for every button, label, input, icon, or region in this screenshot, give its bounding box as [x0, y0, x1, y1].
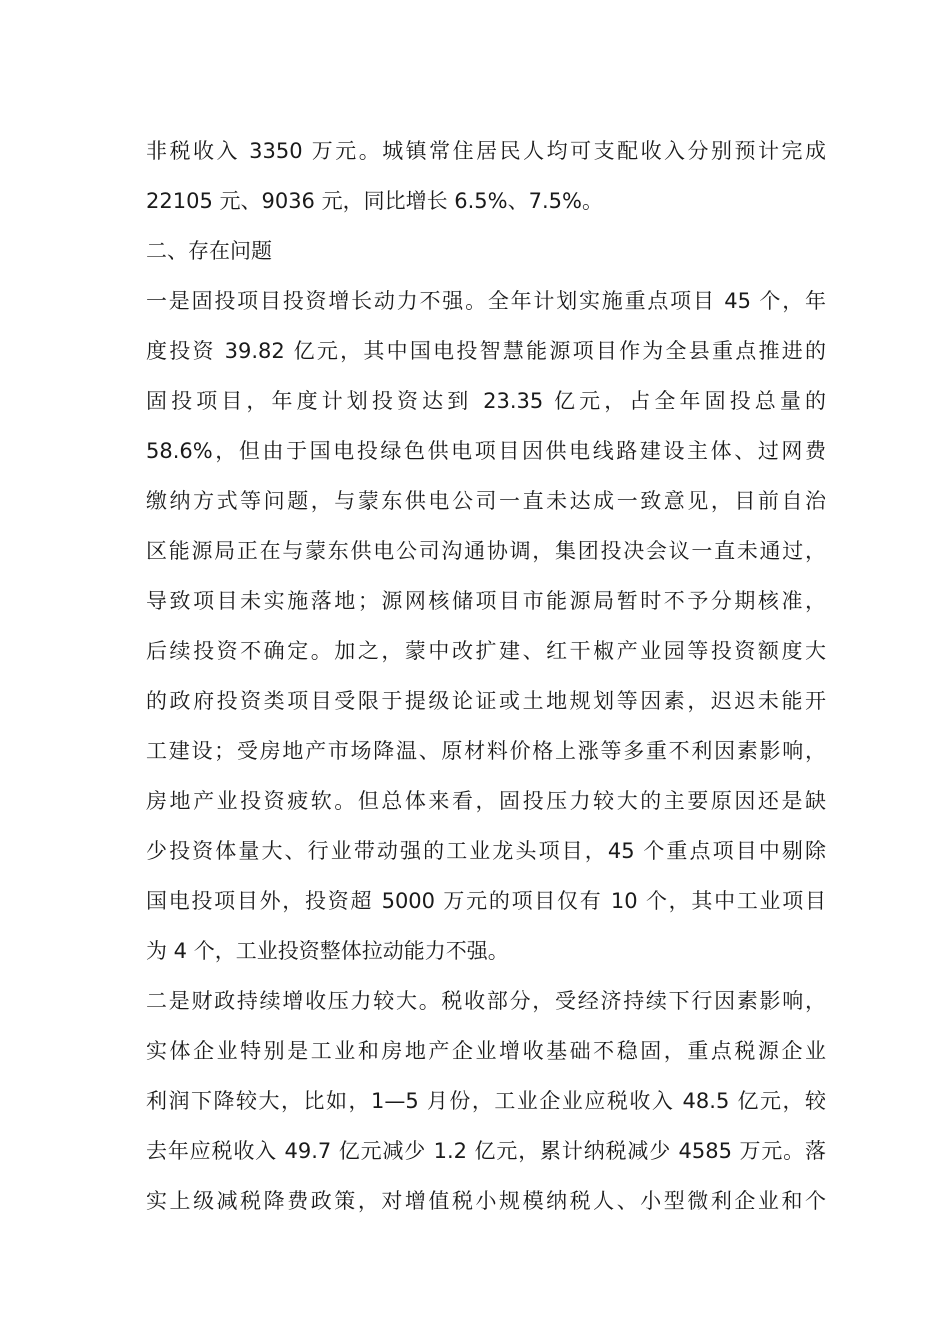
- text-line-22: 实上级减税降费政策，对增值税小规模纳税人、小型微利企业和个: [146, 1189, 826, 1213]
- text-line-15: 少投资体量大、行业带动强的工业龙头项目，45 个重点项目中剔除: [146, 839, 826, 863]
- text-line-21: 去年应税收入 49.7 亿元减少 1.2 亿元，累计纳税减少 4585 万元。落: [146, 1139, 826, 1163]
- text-line-20: 利润下降较大，比如，1—5 月份，工业企业应税收入 48.5 亿元，较: [146, 1089, 826, 1113]
- text-line-17: 为 4 个，工业投资整体拉动能力不强。: [146, 939, 509, 963]
- text-line-6: 固投项目，年度计划投资达到 23.35 亿元，占全年固投总量的: [146, 389, 826, 413]
- text-line-1: 非税收入 3350 万元。城镇常住居民人均可支配收入分别预计完成: [146, 139, 826, 163]
- text-line-13: 工建设；受房地产市场降温、原材料价格上涨等多重不利因素影响，: [146, 739, 826, 763]
- text-line-4: 一是固投项目投资增长动力不强。全年计划实施重点项目 45 个，年: [146, 289, 826, 313]
- text-line-12: 的政府投资类项目受限于提级论证或土地规划等因素，迟迟未能开: [146, 689, 826, 713]
- text-line-2: 22105 元、9036 元，同比增长 6.5%、7.5%。: [146, 189, 603, 213]
- text-line-14: 房地产业投资疲软。但总体来看，固投压力较大的主要原因还是缺: [146, 789, 826, 813]
- text-line-8: 缴纳方式等问题，与蒙东供电公司一直未达成一致意见，目前自治: [146, 489, 826, 513]
- text-line-19: 实体企业特别是工业和房地产企业增收基础不稳固，重点税源企业: [146, 1039, 826, 1063]
- text-line-5: 度投资 39.82 亿元，其中国电投智慧能源项目作为全县重点推进的: [146, 339, 826, 363]
- text-line-10: 导致项目未实施落地；源网核储项目市能源局暂时不予分期核准，: [146, 589, 826, 613]
- section-heading: 二、存在问题: [146, 239, 272, 263]
- text-line-7: 58.6%，但由于国电投绿色供电项目因供电线路建设主体、过网费: [146, 439, 826, 463]
- text-line-9: 区能源局正在与蒙东供电公司沟通协调，集团投决会议一直未通过，: [146, 539, 826, 563]
- text-line-18: 二是财政持续增收压力较大。税收部分，受经济持续下行因素影响，: [146, 989, 826, 1013]
- text-line-16: 国电投项目外，投资超 5000 万元的项目仅有 10 个，其中工业项目: [146, 889, 826, 913]
- text-line-11: 后续投资不确定。加之，蒙中改扩建、红干椒产业园等投资额度大: [146, 639, 826, 663]
